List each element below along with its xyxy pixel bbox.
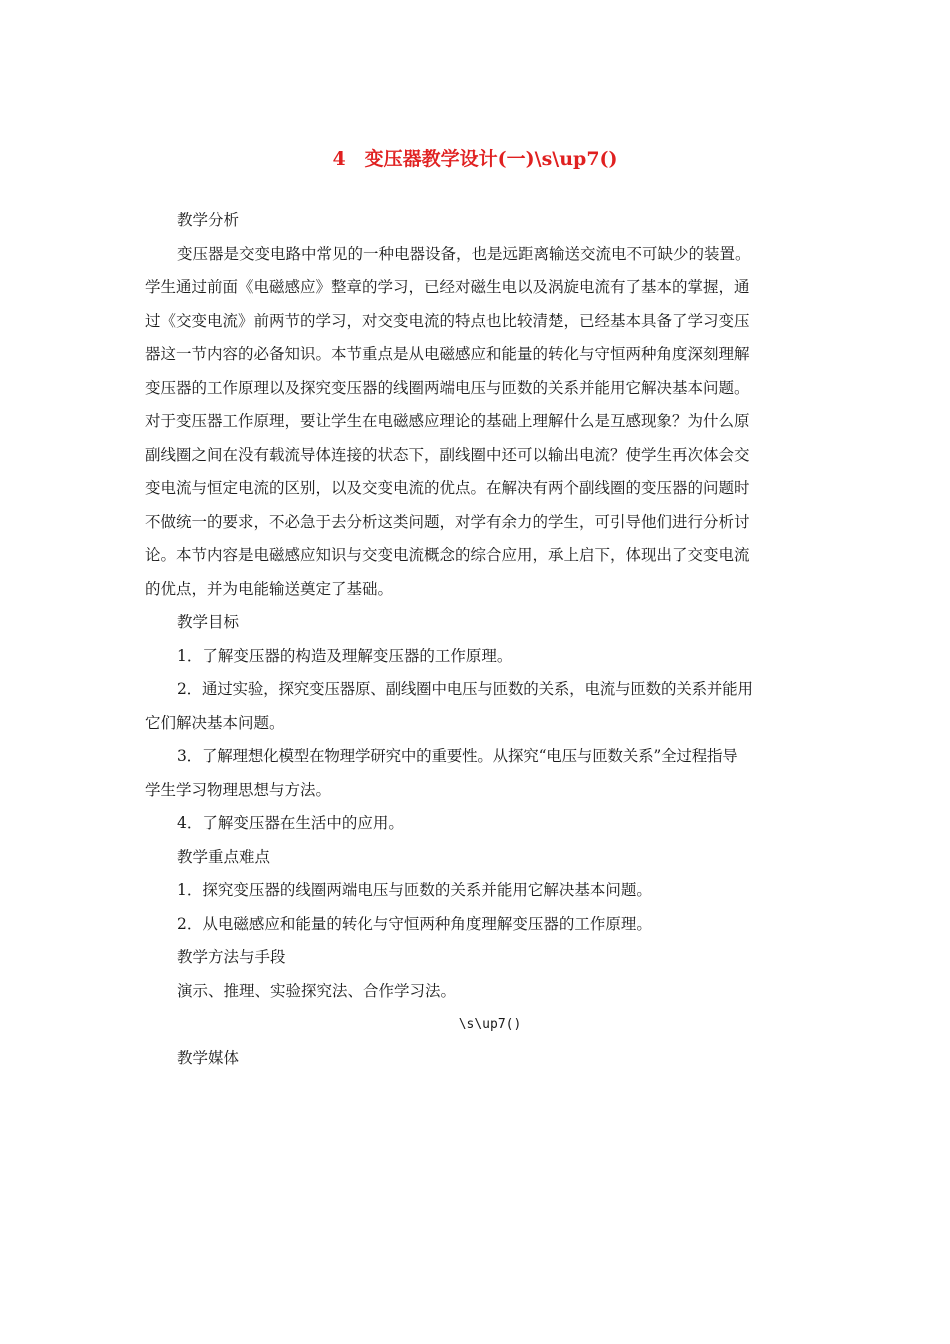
analysis-line: 学生通过前面《电磁感应》整章的学习，已经对磁生电以及涡旋电流有了基本的掌握，通 <box>145 278 750 296</box>
document-title: 4 变压器教学设计(一)\s\up7() <box>332 148 618 170</box>
goal-item-3-continued: 学生学习物理思想与方法。 <box>145 780 332 799</box>
goal-item-2-continued: 它们解决基本问题。 <box>145 713 285 732</box>
key-point-2: 2．从电磁感应和能量的转化与守恒两种角度理解变压器的工作原理。 <box>177 914 652 933</box>
analysis-line: 变压器是交变电路中常见的一种电器设备，也是远距离输送交流电不可缺少的装置。 <box>177 244 751 263</box>
goal-item-2: 2．通过实验，探究变压器原、副线圈中电压与匝数的关系，电流与匝数的关系并能用 <box>177 680 753 698</box>
analysis-line: 变压器的工作原理以及探究变压器的线圈两端电压与匝数的关系并能用它解决基本问题。 <box>145 378 750 397</box>
analysis-line: 对于变压器工作原理，要让学生在电磁感应理论的基础上理解什么是互感现象？为什么原 <box>145 412 750 430</box>
document-body <box>145 204 815 1075</box>
goal-item-1: 1．了解变压器的构造及理解变压器的工作原理。 <box>177 646 513 665</box>
analysis-line: 的优点，并为电能输送奠定了基础。 <box>145 579 394 598</box>
analysis-line: 副线圈之间在没有载流导体连接的状态下，副线圈中还可以输出电流？使学生再次体会交 <box>145 445 750 464</box>
analysis-line: 器这一节内容的必备知识。本节重点是从电磁感应和能量的转化与守恒两种角度深刻理解 <box>145 345 750 363</box>
goal-item-3: 3．了解理想化模型在物理学研究中的重要性。从探究“电压与匝数关系”全过程指导 <box>177 747 738 765</box>
section-heading-methods: 教学方法与手段 <box>177 948 286 966</box>
section-heading-goals: 教学目标 <box>177 613 240 631</box>
section-heading-analysis: 教学分析 <box>177 211 240 229</box>
field-code: \s\up7() <box>458 1017 522 1032</box>
goal-item-4: 4．了解变压器在生活中的应用。 <box>177 814 404 832</box>
analysis-line: 变电流与恒定电流的区别，以及交变电流的优点。在解决有两个副线圈的变压器的问题时 <box>145 479 750 497</box>
section-heading-media: 教学媒体 <box>177 1048 240 1067</box>
key-point-1: 1．探究变压器的线圈两端电压与匝数的关系并能用它解决基本问题。 <box>177 881 652 899</box>
analysis-line: 不做统一的要求，不必急于去分析这类问题，对学有余力的学生，可引导他们进行分析讨 <box>145 512 750 531</box>
analysis-line: 过《交变电流》前两节的学习，对交变电流的特点也比较清楚，已经基本具备了学习变压 <box>145 311 750 330</box>
analysis-line: 论。本节内容是电磁感应知识与交变电流概念的综合应用，承上启下，体现出了交变电流 <box>145 546 750 564</box>
methods-text: 演示、推理、实验探究法、合作学习法。 <box>177 981 457 1000</box>
section-heading-key-points: 教学重点难点 <box>177 847 271 866</box>
